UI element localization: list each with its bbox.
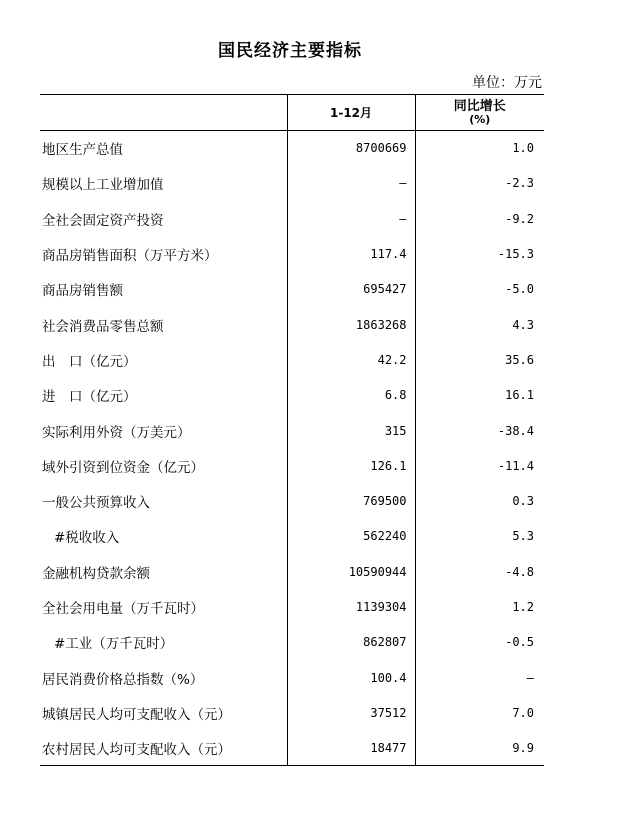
indicator-value: 562240	[287, 519, 415, 554]
table-row	[40, 448, 544, 483]
header-yoy-title: 同比增长	[453, 98, 506, 114]
indicator-value: 37512	[287, 695, 415, 730]
header-period: 1-12月	[287, 95, 415, 131]
indicators-table	[40, 94, 544, 766]
table-row	[40, 625, 544, 660]
indicator-yoy: 9.9	[415, 731, 544, 766]
indicator-value: 18477	[287, 731, 415, 766]
indicator-name: 全社会用电量（万千瓦时）	[42, 601, 204, 617]
indicator-yoy: 16.1	[505, 388, 534, 403]
indicator-value: 769500	[287, 483, 415, 518]
table-row	[40, 378, 544, 413]
table-row	[40, 236, 544, 271]
indicator-value: 315	[287, 413, 415, 448]
table-row	[40, 131, 544, 166]
indicator-yoy: 7.0	[512, 705, 534, 720]
indicator-value: 10590944	[287, 554, 415, 589]
indicator-value: 1863268	[287, 307, 415, 342]
table-row	[40, 307, 544, 342]
indicator-name: 金融机构贷款余额	[42, 565, 150, 582]
indicator-yoy: -15.3	[497, 247, 534, 262]
indicator-name: 全社会固定资产投资	[42, 212, 164, 229]
indicator-name: 出 口（亿元）	[42, 353, 137, 370]
table-row	[40, 731, 544, 766]
indicator-yoy: -38.4	[497, 423, 534, 438]
indicator-name: 进 口（亿元）	[42, 389, 137, 406]
indicator-value: 8700669	[287, 131, 415, 166]
indicator-name: 规模以上工业增加值	[42, 177, 164, 194]
unit-label: 单位：万元	[472, 75, 542, 91]
indicator-value: 42.2	[287, 342, 415, 377]
table-row	[40, 519, 544, 554]
indicator-value: 126.1	[287, 448, 415, 483]
table-row	[40, 166, 544, 201]
table-body	[40, 131, 544, 766]
header-yoy-unit: (%)	[469, 112, 491, 126]
table-row	[40, 660, 544, 695]
table-row	[40, 554, 544, 589]
indicator-name: 商品房销售面积（万平方米）	[42, 248, 218, 265]
indicator-name: #税收收入	[54, 530, 120, 547]
table-row	[40, 201, 544, 236]
indicator-yoy: -5.0	[505, 282, 534, 297]
indicator-name: 商品房销售额	[42, 283, 123, 300]
indicator-value: —	[287, 201, 415, 236]
indicator-yoy: -2.3	[505, 176, 534, 191]
table-row	[40, 695, 544, 730]
indicator-yoy: 1.2	[512, 600, 534, 614]
indicator-value: 862807	[287, 625, 415, 660]
indicator-value: —	[287, 166, 415, 201]
indicator-name: 实际利用外资（万美元）	[42, 424, 191, 441]
indicator-value: 117.4	[287, 236, 415, 271]
indicator-yoy: —	[526, 670, 534, 685]
table-row	[40, 272, 544, 307]
indicator-yoy: -9.2	[505, 211, 534, 226]
indicator-name: 地区生产总值	[42, 142, 123, 159]
indicator-name: 农村居民人均可支配收入（元）	[40, 731, 287, 766]
header-yoy	[415, 95, 544, 131]
indicator-yoy: 0.3	[512, 494, 534, 509]
page-title: 国民经济主要指标	[218, 41, 362, 61]
indicator-value: 100.4	[287, 660, 415, 695]
table-header-row	[40, 95, 544, 131]
indicator-yoy: -0.5	[505, 635, 534, 650]
indicator-value: 695427	[287, 272, 415, 307]
table-row	[40, 483, 544, 518]
indicator-name: 域外引资到位资金（亿元）	[42, 459, 204, 476]
header-indicator-cell	[40, 95, 287, 131]
indicator-yoy: 5.3	[512, 529, 534, 544]
table-row	[40, 589, 544, 624]
indicator-yoy: -4.8	[505, 564, 534, 579]
indicator-name: 居民消费价格总指数（%）	[42, 671, 204, 688]
indicator-yoy: 1.0	[512, 141, 534, 156]
indicator-name: 一般公共预算收入	[42, 495, 150, 512]
indicator-value: 1139304	[287, 589, 415, 624]
indicator-yoy: 35.6	[505, 352, 534, 367]
indicator-yoy: -11.4	[497, 458, 534, 473]
indicator-yoy: 4.3	[512, 317, 534, 332]
indicator-name: #工业（万千瓦时）	[54, 636, 174, 653]
indicator-name: 社会消费品零售总额	[42, 318, 164, 335]
indicator-name: 城镇居民人均可支配收入（元）	[42, 706, 231, 723]
table-row	[40, 413, 544, 448]
indicator-value: 6.8	[287, 378, 415, 413]
table-row	[40, 342, 544, 377]
